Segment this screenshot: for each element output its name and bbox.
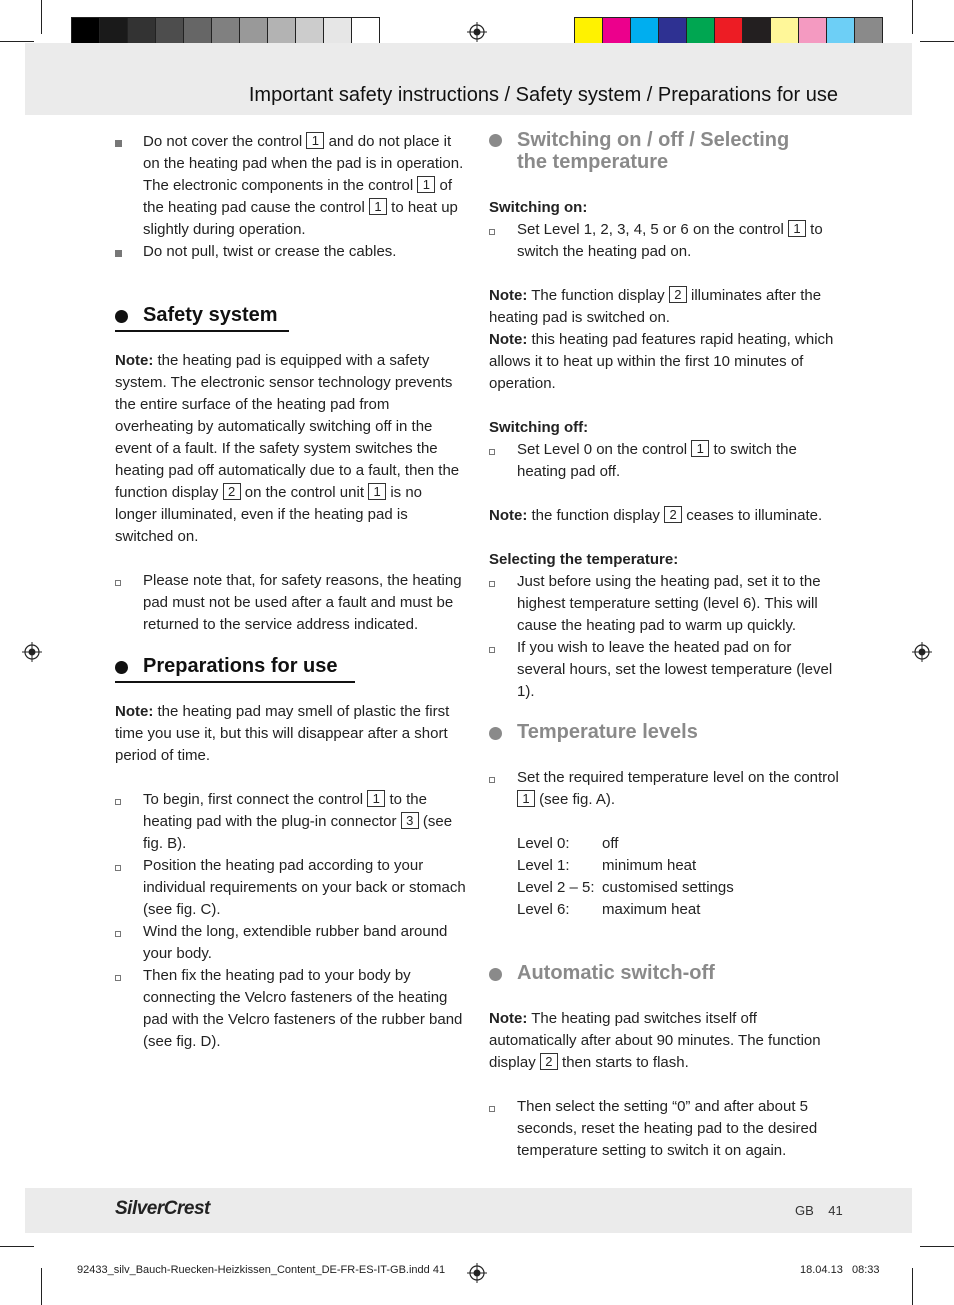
- registration-mark-icon: [912, 642, 932, 662]
- table-row: Level 6: maximum heat: [517, 901, 701, 918]
- color-swatch: [742, 17, 771, 45]
- color-swatch: [71, 17, 100, 45]
- reference-number-box: 1: [517, 790, 535, 807]
- crop-mark: [920, 41, 954, 42]
- page-title: Important safety instructions / Safety system / Preparations for use: [248, 84, 838, 106]
- list-item: Then fix the heating pad to your body by connecting the Velcro fasteners of the heating pad with the Velcro fasteners of the rubber band (see fig. D).: [115, 965, 467, 1053]
- color-swatch: [854, 17, 883, 45]
- list-item: Position the heating pad according to your individual requirements on your back or stomach (see fig. C).: [115, 855, 467, 921]
- switching-content: Switching on: Set Level 1, 2, 3, 4, 5 or 6 on the control 1 to switch the heating pad on. Note: The function display 2 illuminates after the heating pad is switched on. Note: this heating pad features rapid heating, which allows it to heat up within the first 10 minutes of operation. Switching off: Set Level 0 on the control 1 to switch the heating pad off. Note: the function display 2 ceases to illuminate. Selecting the temperature: Just before using the heating pad, set it to the highest temperature setting (level 6). This will cause the heating pad to warm up quickly. If you wish to leave the heated pad on for several hours, set the lowest temperature (level 1).: [489, 197, 841, 703]
- crop-mark: [41, 1268, 42, 1305]
- reference-number-box: 2: [664, 506, 682, 523]
- registration-mark-icon: [467, 1263, 487, 1283]
- crop-mark: [912, 1268, 913, 1305]
- color-swatch: [211, 17, 240, 45]
- list-item: Please note that, for safety reasons, the heating pad must not be used after a fault and must be returned to the service address indicated.: [115, 570, 467, 636]
- process-color-bar: [574, 17, 882, 45]
- brand-logo: SilverCrest: [115, 1198, 210, 1219]
- color-swatch: [323, 17, 352, 45]
- color-swatch: [630, 17, 659, 45]
- registration-mark-icon: [467, 22, 487, 42]
- slug-date: 18.04.13 08:33: [800, 1264, 880, 1276]
- levels-table: [517, 833, 734, 921]
- registration-mark-icon: [22, 642, 42, 662]
- crop-mark: [0, 41, 34, 42]
- bullet-dot-icon: [115, 310, 128, 323]
- color-swatch: [239, 17, 268, 45]
- reference-number-box: 1: [368, 483, 386, 500]
- list-item: Just before using the heating pad, set it to the highest temperature setting (level 6). This will cause the heating pad to warm up quickly.: [489, 571, 841, 637]
- list-item: Do not pull, twist or crease the cables.: [115, 241, 467, 263]
- automatic-switch-off-content: Note: The heating pad switches itself off automatically after about 90 minutes. The function display 2 then starts to flash. Then select the setting “0” and after about 5 seconds, reset the heating pad to the desired temperature setting to switch it on again.: [489, 1008, 841, 1162]
- color-swatch: [183, 17, 212, 45]
- table-row: Level 2 – 5: customised settings: [517, 879, 734, 896]
- list-item: Set the required temperature level on the control 1 (see fig. A).: [489, 767, 841, 811]
- bullet-dot-icon: [489, 134, 502, 147]
- reference-number-box: 1: [788, 220, 806, 237]
- list-item: Set Level 0 on the control 1 to switch the heating pad off.: [489, 439, 841, 483]
- list-item: Then select the setting “0” and after about 5 seconds, reset the heating pad to the desired temperature setting to switch it on again.: [489, 1096, 841, 1162]
- color-swatch: [127, 17, 156, 45]
- page-number: GB 41: [795, 1203, 843, 1218]
- color-swatch: [351, 17, 380, 45]
- color-swatch: [155, 17, 184, 45]
- table-row: Level 1: minimum heat: [517, 857, 697, 874]
- crop-mark: [920, 1246, 954, 1247]
- bullet-dot-icon: [489, 727, 502, 740]
- list-item: If you wish to leave the heated pad on for several hours, set the lowest temperature (level 1).: [489, 637, 841, 703]
- reference-number-box: 1: [691, 440, 709, 457]
- color-swatch: [658, 17, 687, 45]
- reference-number-box: 1: [417, 176, 435, 193]
- left-column: [115, 131, 467, 263]
- color-swatch: [826, 17, 855, 45]
- reference-number-box: 2: [540, 1053, 558, 1070]
- table-row: Level 0: off: [517, 835, 619, 852]
- list-item: Do not cover the control 1 and do not place it on the heating pad when the pad is in operation. The electronic components in the control 1 of the heating pad cause the control 1 to heat up slightly during operation.: [115, 131, 467, 241]
- list-item: To begin, first connect the control 1 to the heating pad with the plug-in connector 3 (see fig. B).: [115, 789, 467, 855]
- preparations-content: Note: the heating pad may smell of plastic the first time you use it, but this will disappear after a short period of time. To begin, first connect the control 1 to the heating pad with the plug-in connector 3 (see fig. B). Position the heating pad according to your individual requirements on your back or stomach (see fig. C). Wind the long, extendible rubber band around your body. Then fix the heating pad to your body by connecting the Velcro fasteners of the heating pad with the Velcro fasteners of the rubber band (see fig. D).: [115, 701, 467, 1053]
- list-item: Set Level 1, 2, 3, 4, 5 or 6 on the control 1 to switch the heating pad on.: [489, 219, 841, 263]
- crop-mark: [41, 0, 42, 34]
- color-swatch: [267, 17, 296, 45]
- color-swatch: [602, 17, 631, 45]
- crop-mark: [0, 1246, 34, 1247]
- grayscale-color-bar: [71, 17, 379, 45]
- reference-number-box: 1: [369, 198, 387, 215]
- color-swatch: [798, 17, 827, 45]
- color-swatch: [770, 17, 799, 45]
- color-swatch: [295, 17, 324, 45]
- reference-number-box: 2: [669, 286, 687, 303]
- color-swatch: [714, 17, 743, 45]
- reference-number-box: 3: [401, 812, 419, 829]
- color-swatch: [574, 17, 603, 45]
- reference-number-box: 1: [367, 790, 385, 807]
- reference-number-box: 1: [306, 132, 324, 149]
- reference-number-box: 2: [223, 483, 241, 500]
- safety-note: Note: the heating pad is equipped with a safety system. The electronic sensor technology prevents the entire surface of the heating pad from overheating by automatically switching off in the event of a fault. If the safety system switches the heating pad off automatically due to a fault, then the function display 2 on the control unit 1 is no longer illuminated, even if the heating pad is switched on. Please note that, for safety reasons, the heating pad must not be used after a fault and must be returned to the service address indicated.: [115, 350, 467, 636]
- color-swatch: [686, 17, 715, 45]
- temperature-levels-content: [489, 767, 841, 921]
- list-item: Wind the long, extendible rubber band around your body.: [115, 921, 467, 965]
- bullet-dot-icon: [489, 968, 502, 981]
- color-swatch: [99, 17, 128, 45]
- crop-mark: [912, 0, 913, 34]
- bullet-dot-icon: [115, 661, 128, 674]
- file-slug: 92433_silv_Bauch-Ruecken-Heizkissen_Content_DE-FR-ES-IT-GB.indd 41: [77, 1264, 446, 1276]
